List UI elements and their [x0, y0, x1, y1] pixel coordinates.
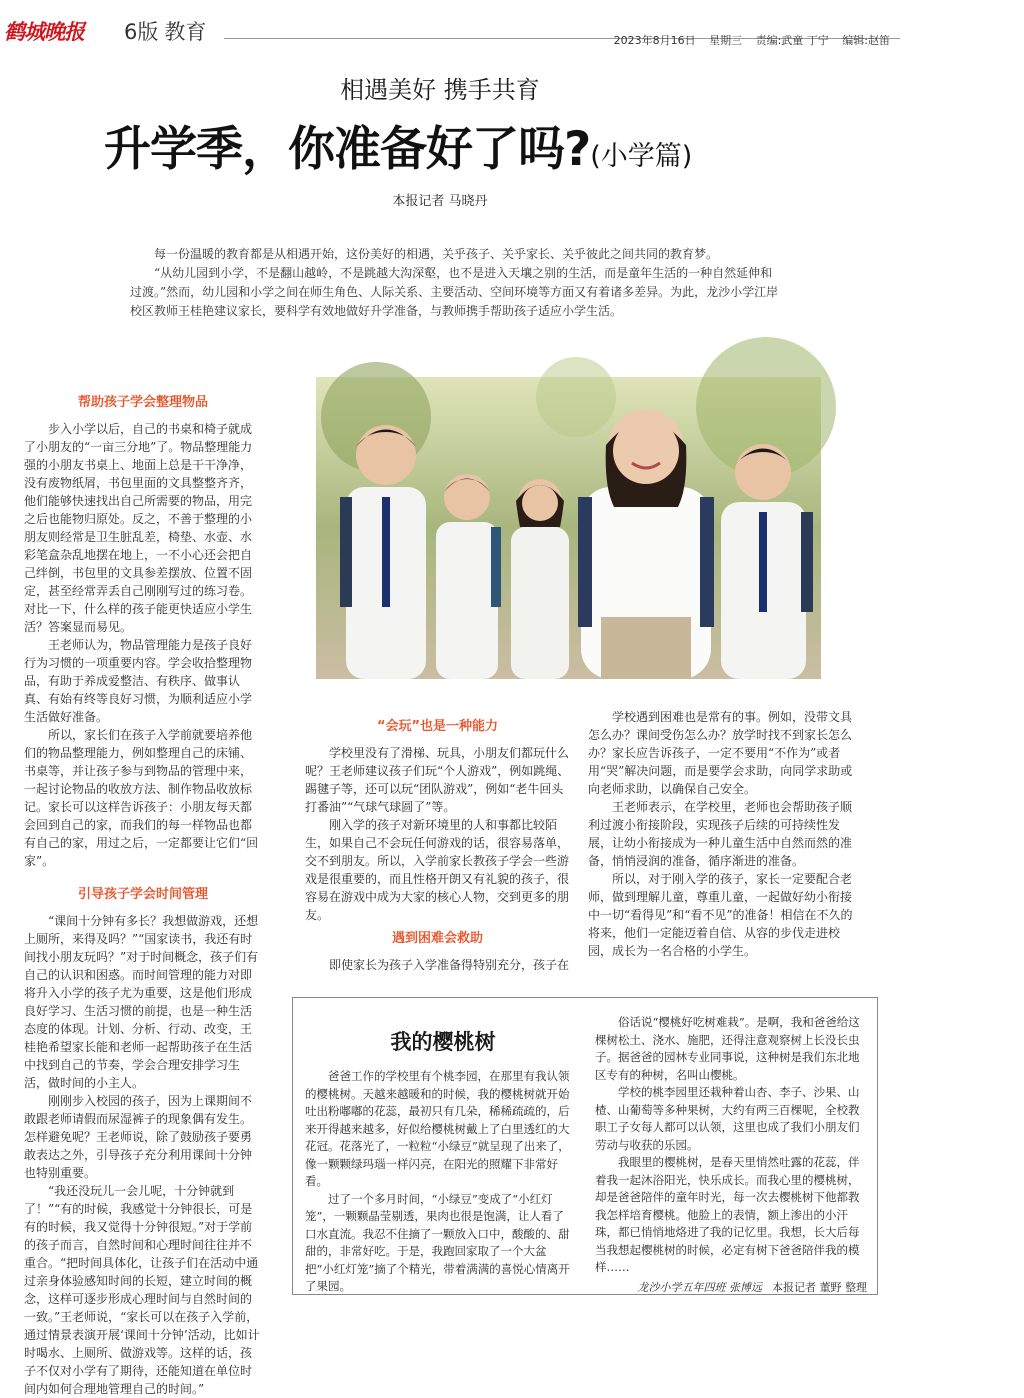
column-right — [588, 708, 853, 960]
editor-duty: 责编:武童 丁宁 — [755, 34, 829, 47]
section-heading: 遇到困难会救助 — [391, 931, 483, 946]
paragraph: 刚入学的孩子对新环境里的人和事都比较陌生，如果自己不会玩任何游戏的话，很容易落单，交不到朋友。所以，入学前家长教孩子学会一些游戏是很重要的，而且性格开朗又有礼貌的孩子，很容易在游戏中成为大家的核心人物，交到更多的朋友。 — [305, 818, 570, 922]
issue-date: 2023年8月16日 — [613, 34, 696, 47]
paragraph: 我眼里的樱桃树，是春天里悄然吐露的花蕊，伴着我一起沐浴阳光，快乐成长。而我心里的樱桃树，却是爸爸陪伴的童年时光，每一次去樱桃树下他都教我怎样培育樱桃。他脸上的表情，额上渗出的小汗珠，都已悄悄地烙进了我的记忆里。我想，长大后每当我想起樱桃树的时候，必定有树下爸爸陪伴我的模样…… — [595, 1155, 860, 1274]
story-author: 龙沙小学五年四班 张博远 — [637, 1280, 762, 1294]
paragraph: 所以，家长们在孩子入学前就要培养他们的物品整理能力，例如整理自己的床铺、书桌等，并让孩子参与到物品的管理中来，一起讨论物品的收放方法、制作物品收放标记。家长可以这样告诉孩子：小朋友每天都会回到自己的家，而我们的每一样物品也都有自己的家，用过之后，一定都要让它们“回家”。 — [24, 728, 259, 868]
lead-paragraph: 每一份温暖的教育都是从相遇开始，这份美好的相遇，关乎孩子、关乎家长、关乎彼此之间共同的教育梦。 — [154, 247, 719, 261]
section-heading: “会玩”也是一种能力 — [376, 719, 499, 734]
section-heading: 帮助孩子学会整理物品 — [77, 395, 208, 410]
paragraph: 俗话说“樱桃好吃树难栽”。是啊，我和爸爸给这棵树松土、浇水、施肥，还得注意观察树上长没长虫子。据爸爸的园林专业同事说，这种树是我们东北地区专有的种树，名叫山樱桃。 — [595, 1015, 860, 1082]
paragraph: 王老师表示，在学校里，老师也会帮助孩子顺利过渡小衔接阶段，实现孩子后续的可持续性发展，让幼小衔接成为一种儿童生活中自然而然的准备，悄悄浸润的准备，循序渐进的准备。 — [588, 800, 853, 868]
masthead — [4, 18, 904, 48]
sidebar-story-box — [292, 997, 878, 1295]
student-figure — [511, 479, 569, 679]
story-signature — [595, 1279, 867, 1297]
students-illustration — [316, 377, 821, 679]
paragraph: 学校里没有了滑梯、玩具，小朋友们都玩什么呢？王老师建议孩子们玩“个人游戏”，例如跳绳、踢毽子等，还可以玩“团队游戏”，例如“老牛回头打番油”“气球气球圆了”等。 — [305, 746, 570, 814]
story-title: 我的樱桃树 — [390, 1030, 496, 1054]
column-left — [24, 388, 262, 1398]
paragraph: 学校的桃李园里还栽种着山杏、李子、沙果、山楂、山葡萄等多种果树，大约有两三百棵呢，全校教职工子女每人都可以认领，这里也成了我们小朋友们劳动与收获的乐园。 — [595, 1085, 860, 1152]
kicker: 相遇美好 携手共育 — [340, 76, 540, 104]
lead-paragraphs — [130, 245, 780, 321]
paragraph: 学校遇到困难也是常有的事。例如，没带文具怎么办？课间受伤怎么办？放学时找不到家长怎么办？家长应告诉孩子，一定不要用“不作为”或者用“哭”解决问题，而是要学会求助，向同学求助或向老师求助，以确保自己安全。 — [588, 710, 853, 796]
editor: 编辑:赵笛 — [842, 34, 890, 47]
students-photo — [316, 377, 821, 679]
section-name: 教育 — [164, 20, 207, 44]
section-heading: 引导孩子学会时间管理 — [77, 887, 208, 902]
lead-paragraph: “从幼儿园到小学，不是翻山越岭，不是跳越大沟深壑，也不是进入天壤之别的生活，而是童年生活的一种自然延伸和过渡。”然而，幼儿园和小学之间在师生角色、人际关系、主要活动、空间环境等方面又有着诸多差异。为此，龙沙小学江岸校区教师王桂艳建议家长，要科学有效地做好升学准备，与教师携手帮助孩子适应小学生活。 — [130, 266, 779, 318]
paragraph: 即使家长为孩子入学准备得特别充分，孩子在 — [329, 958, 570, 972]
paragraph: 王老师认为，物品管理能力是孩子良好行为习惯的一项重要内容。学会收拾整理物品，有助于养成爱整洁、有秩序、做事认真、有始有终等良好习惯，为顺利适应小学生活做好准备。 — [24, 638, 253, 724]
page-number: 6版 — [124, 20, 159, 44]
paragraph: 过了一个多月时间，“小绿豆”变成了“小红灯笼”，一颗颗晶莹剔透，果肉也很是饱满，让人看了口水直流。我忍不住摘了一颗放入口中，酸酸的、甜甜的，非常好吃。于是，我跑回家取了一个大盆把“小红灯笼”摘了个精光，带着满满的喜悦心情离开了果园。 — [305, 1191, 570, 1293]
issue-weekday: 星期三 — [709, 34, 743, 47]
story-column-right — [595, 1014, 867, 1296]
paragraph: 步入小学以后，自己的书桌和椅子就成了小朋友的“一亩三分地”了。物品整理能力强的小朋友书桌上、地面上总是干干净净，没有废物纸屑，书包里面的文具整整齐齐，他们能够快速找出自己所需要的物品，用完之后也能物归原处。反之，不善于整理的小朋友则经常是卫生脏乱差，椅垫、水壶、水彩笔盒杂乱地摆在地上，一不小心还会把自己绊倒，书包里的文具参差摆放、位置不固定，甚至经常弄丢自己刚刚写过的练习卷。对比一下，什么样的孩子能更快适应小学生活？答案显而易见。 — [24, 422, 253, 634]
paragraph: 所以，对于刚入学的孩子，家长一定要配合老师，做到理解儿童，尊重儿童，一起做好幼小衔接中一切“看得见”和“看不见”的准备！相信在不久的将来，他们一定能迈着自信、从容的步伐走进校园，成长为一名合格的小学生。 — [588, 872, 853, 958]
column-middle — [305, 712, 570, 974]
story-editor: 本报记者 董野 整理 — [772, 1280, 867, 1294]
paragraph: “课间十分钟有多长？我想做游戏，还想上厕所，来得及吗？”“国家读书，我还有时间找小朋友玩吗？”对于时间概念，孩子们有自己的认识和困惑。而时间管理的能力对即将升入小学的孩子尤为重要，这是他们形成良好学习、生活习惯的前提，也是一种生活态度的体现。计划、分析、行动、改变，王桂艳希望家长能和老师一起帮助孩子在生活中找到自己的节奏，学会合理安排学习生活，做时间的小主人。 — [24, 914, 259, 1090]
byline: 本报记者 马晓丹 — [392, 194, 488, 209]
page-edition — [124, 18, 206, 46]
paragraph: 爸爸工作的学校里有个桃李园，在那里有我认领的樱桃树。天越来越暖和的时候，我的樱桃树就开始吐出粉嘟嘟的花蕊，最初只有几朵，稀稀疏疏的，后来开得越来越多，好似给樱桃树戴上了白里透红的大花冠。花落光了，一粒粒“小绿豆”就呈现了出来了，像一颗颗绿玛瑙一样闪亮，在阳光的照耀下非常好看。 — [305, 1069, 570, 1188]
headline-main: 升学季，你准备好了吗? — [104, 122, 591, 177]
newspaper-logo: 鹤城晚报 — [4, 19, 84, 44]
header-meta — [604, 32, 890, 48]
paragraph: 刚刚步入校园的孩子，因为上课期间不敢跟老师请假而尿湿裤子的现象偶有发生。怎样避免呢？王老师说，除了鼓励孩子要勇敢表达之外，引导孩子充分利用课间十分钟也特别重要。 — [24, 1094, 253, 1180]
story-column-left — [305, 1068, 573, 1296]
headline-sub: (小学篇) — [590, 141, 693, 172]
paragraph: “我还没玩儿一会儿呢，十分钟就到了！”“有的时候，我感觉十分钟很长，可是有的时候，我又觉得十分钟很短。”对于学前的孩子而言，自然时间和心理时间往往并不重合。“把时间具体化，让孩子们在活动中通过亲身体验感知时间的长短，建立时间的概念，这样可逐步形成心理时间与自然时间的一致。”王老师说，“家长可以在孩子入学前，通过情景表演开展‘课间十分钟’活动，比如计时喝水、上厕所、做游戏等。这样的话，孩子不仅对小学有了期待，还能知道在单位时间内如何合理地管理自己的时间。” — [24, 1184, 260, 1396]
headline — [104, 112, 692, 179]
